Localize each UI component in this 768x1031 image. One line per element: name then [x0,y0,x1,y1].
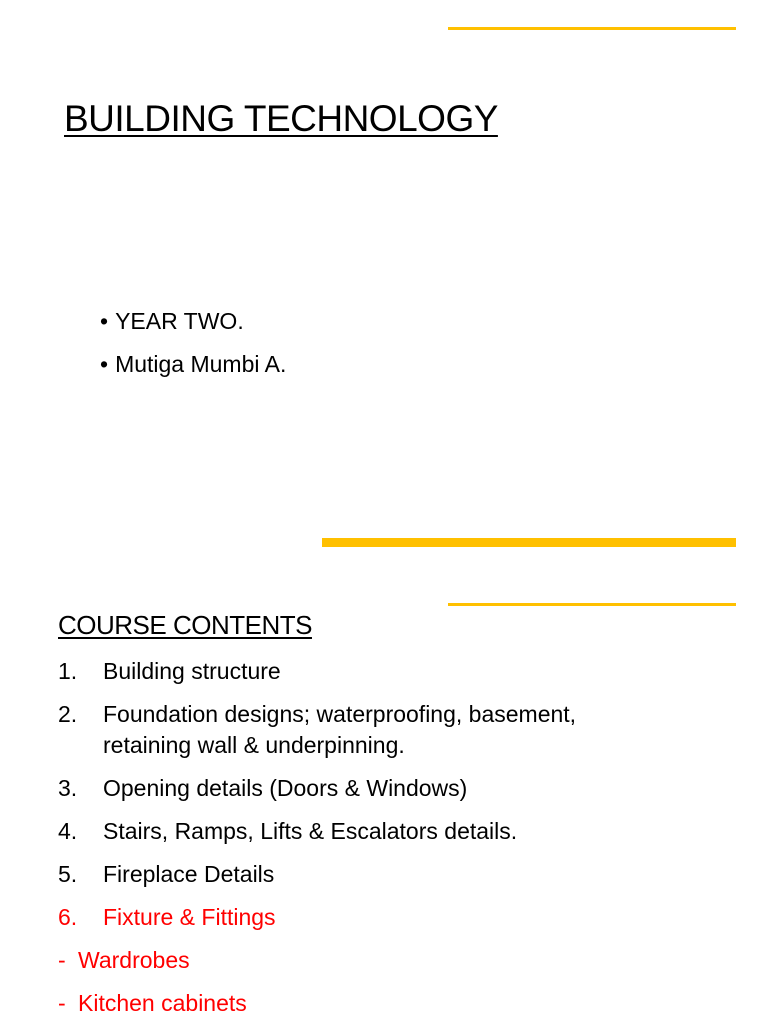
slide-bullet-list [100,306,286,392]
list-item [58,859,758,890]
course-contents-list [58,656,758,1031]
dash-marker: - [58,990,66,1016]
sub-item-text: Wardrobes [78,947,190,973]
item-number: 4. [58,818,78,844]
list-item [58,656,758,687]
item-number: 5. [58,861,78,887]
list-item [58,699,758,761]
bullet-text: YEAR TWO. [115,308,244,334]
item-number: 2. [58,701,78,727]
item-text: Foundation designs; waterproofing, basement, [103,701,577,727]
bullet-item-year [100,306,286,349]
list-item [58,773,758,804]
bullet-item-author [100,349,286,392]
bullet-marker: • [100,308,109,334]
list-item [58,816,758,847]
item-text: Building structure [103,658,281,684]
item-number: 1. [58,658,78,684]
item-number: 6. [58,904,78,930]
sub-item [58,988,758,1019]
item-text: Fixture & Fittings [103,904,276,930]
item-text: Stairs, Ramps, Lifts & Escalators details. [103,818,518,844]
item-number: 3. [58,775,78,801]
slide-divider [322,538,736,547]
sub-item-text: Kitchen cabinets [78,990,247,1016]
top-accent-rule [448,27,736,30]
item-text: Opening details (Doors & Windows) [103,775,468,801]
course-contents-heading: COURSE CONTENTS [58,610,312,640]
slide-title: BUILDING TECHNOLOGY [64,98,498,139]
bullet-text: Mutiga Mumbi A. [115,351,287,377]
sub-item [58,945,758,976]
second-slide-accent-rule [448,603,736,606]
item-text: Fireplace Details [103,861,275,887]
item-text-continued: retaining wall & underpinning. [103,732,405,758]
bullet-marker: • [100,351,109,377]
list-item-highlighted [58,902,758,933]
dash-marker: - [58,947,66,973]
